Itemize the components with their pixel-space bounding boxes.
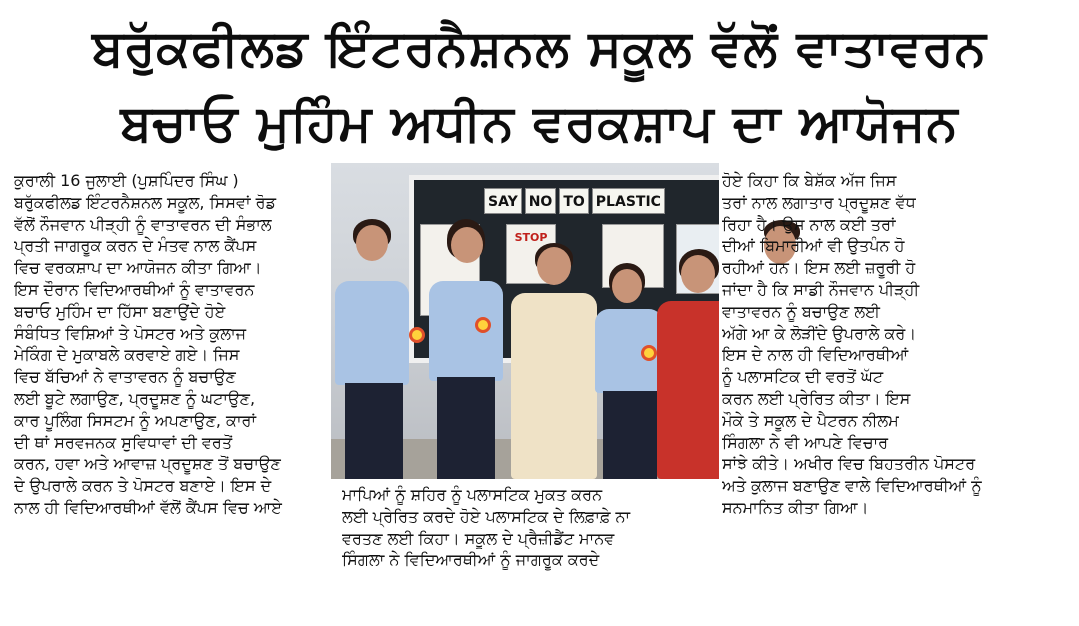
article-line: ਬਚਾਓ ਮੁਹਿੰਮ ਦਾ ਹਿੱਸਾ ਬਣਾਉਂਦੇ ਹੋਏ	[14, 301, 226, 321]
article-line: ਕਾਰ ਪੂਲਿੰਗ ਸਿਸਟਮ ਨੂੰ ਅਪਣਾਉਣ, ਕਾਰਾਂ	[14, 410, 256, 430]
article-line: ਅਤੇ ਕੁਲਾਜ ਬਣਾਉਣ ਵਾਲੇ ਵਿਦਿਆਰਥੀਆਂ ਨੂੰ	[722, 476, 982, 496]
article-line: ਪ੍ਰਤੀ ਜਾਗਰੂਕ ਕਰਨ ਦੇ ਮੰਤਵ ਨਾਲ ਕੈਂਪਸ	[14, 236, 257, 256]
headline-line-1: ਬਰੁੱਕਫੀਲਡ ਇੰਟਰਨੈਸ਼ਨਲ ਸਕੂਲ ਵੱਲੋਂ ਵਾਤਾਵਰਨ	[92, 19, 987, 77]
article-line: ਦੇ ਉਪਰਾਲੇ ਕਰਨ ਤੇ ਪੋਸਟਰ ਬਣਾਏ। ਇਸ ਦੇ	[14, 476, 272, 496]
teacher-2	[661, 249, 719, 479]
article-line: ਮੇਕਿੰਗ ਦੇ ਮੁਕਾਬਲੇ ਕਰਵਾਏ ਗਏ। ਜਿਸ	[14, 345, 240, 365]
article-line: ਰਿਹਾ ਹੈ। ਉਸ ਨਾਲ ਕਈ ਤਰਾਂ	[722, 214, 896, 234]
news-photo	[331, 163, 719, 479]
banner-word: NO	[525, 188, 557, 214]
article-line: ਸਾਂਝੇ ਕੀਤੇ। ਅਖੀਰ ਵਿਚ ਬਿਹਤਰੀਨ ਪੋਸਟਰ	[722, 454, 976, 474]
article-line: ਇਸ ਦੌਰਾਨ ਵਿਦਿਆਰਥੀਆਂ ਨੂੰ ਵਾਤਾਵਰਨ	[14, 279, 255, 299]
teacher-1	[509, 243, 593, 479]
article-line: ਕਰਨ, ਹਵਾ ਅਤੇ ਆਵਾਜ਼ ਪ੍ਰਦੂਸ਼ਣ ਤੋਂ ਬਚਾਉਣ	[14, 454, 281, 474]
article-line: ਵਾਤਾਵਰਨ ਨੂੰ ਬਚਾਉਣ ਲਈ	[722, 301, 880, 321]
article-line: ਸੰਬੰਧਿਤ ਵਿਸ਼ਿਆਂ ਤੇ ਪੋਸਟਰ ਅਤੇ ਕੁਲਾਜ	[14, 323, 247, 343]
article-line: ਵੱਲੋਂ ਨੌਜਵਾਨ ਪੀੜ੍ਹੀ ਨੂੰ ਵਾਤਾਵਰਨ ਦੀ ਸੰਭਾਲ	[14, 214, 272, 234]
article-line: ਸਿੰਗਲਾ ਨੇ ਵਿਦਿਆਰਥੀਆਂ ਨੂੰ ਜਾਗਰੂਕ ਕਰਦੇ	[342, 550, 600, 570]
article-line: ਲਈ ਬੂਟੇ ਲਗਾਉਣ, ਪ੍ਰਦੂਸ਼ਣ ਨੂੰ ਘਟਾਉਣ,	[14, 388, 256, 408]
banner-word: PLASTIC	[592, 188, 665, 214]
article-line: ਮਾਪਿਆਂ ਨੂੰ ਸ਼ਹਿਰ ਨੂੰ ਪਲਾਸਟਿਕ ਮੁਕਤ ਕਰਨ	[342, 485, 603, 504]
banner-word: TO	[559, 188, 588, 214]
article-line: ਨੂੰ ਪਲਾਸਟਿਕ ਦੀ ਵਰਤੋਂ ਘੱਟ	[722, 367, 884, 387]
banner-word: SAY	[484, 188, 522, 214]
headline-line-2: ਬਚਾਓ ਮੁਹਿੰਮ ਅਧੀਨ ਵਰਕਸ਼ਾਪ ਦਾ ਆਯੋਜਨ	[120, 94, 959, 152]
article-line: ਜਾਂਦਾ ਹੈ ਕਿ ਸਾਡੀ ਨੌਜਵਾਨ ਪੀੜ੍ਹੀ	[722, 279, 920, 299]
page-bottom-edge	[0, 614, 1079, 626]
article-column-2	[342, 484, 714, 571]
article-line: ਨਾਲ ਹੀ ਵਿਦਿਆਰਥੀਆਂ ਵੱਲੋਂ ਕੈਂਪਸ ਵਿਚ ਆਏ	[14, 497, 282, 517]
article-line: ਬਰੁੱਕਫੀਲਡ ਇੰਟਰਨੈਸ਼ਨਲ ਸਕੂਲ, ਸਿਸਵਾਂ ਰੋਡ	[14, 192, 276, 212]
student-2	[423, 219, 503, 479]
article-column-3	[722, 170, 1062, 519]
article-line: ਤਰਾਂ ਨਾਲ ਲਗਾਤਾਰ ਪ੍ਰਦੂਸ਼ਣ ਵੱਧ	[722, 192, 916, 212]
student-1	[331, 219, 401, 479]
article-line: ਕਰਨ ਲਈ ਪ੍ਰੇਰਿਤ ਕੀਤਾ। ਇਸ	[722, 388, 911, 408]
article-line: ਕੁਰਾਲੀ 16 ਜੁਲਾਈ (ਪੁਸ਼ਪਿੰਦਰ ਸਿੰਘ )	[14, 171, 239, 190]
clipped-previous-headline	[0, 0, 1079, 8]
article-line: ਦੀ ਥਾਂ ਸਰਵਜਨਕ ਸੁਵਿਧਾਵਾਂ ਦੀ ਵਰਤੋਂ	[14, 432, 233, 452]
article-line: ਵਰਤਣ ਲਈ ਕਿਹਾ। ਸਕੂਲ ਦੇ ਪ੍ਰੈਜ਼ੀਡੈਂਟ ਮਾਨਵ	[342, 528, 615, 548]
article-line: ਵਿਚ ਵਰਕਸ਼ਾਪ ਦਾ ਆਯੋਜਨ ਕੀਤਾ ਗਿਆ।	[14, 258, 262, 278]
article-line: ਹੋਏ ਕਿਹਾ ਕਿ ਬੇਸ਼ੱਕ ਅੱਜ ਜਿਸ	[722, 171, 897, 190]
article-line: ਸਨਮਾਨਿਤ ਕੀਤਾ ਗਿਆ।	[722, 497, 869, 517]
article-line: ਸਿੰਗਲਾ ਨੇ ਵੀ ਆਪਣੇ ਵਿਚਾਰ	[722, 432, 889, 452]
board-banner	[484, 188, 661, 214]
poster-stop-text: STOP	[514, 231, 548, 244]
article-column-1	[14, 170, 334, 519]
article-line: ਇਸ ਦੇ ਨਾਲ ਹੀ ਵਿਦਿਆਰਥੀਆਂ	[722, 345, 909, 365]
article-line: ਮੌਕੇ ਤੇ ਸਕੂਲ ਦੇ ਪੈਟਰਨ ਨੀਲਮ	[722, 410, 899, 430]
article-line: ਰਹੀਆਂ ਹਨ। ਇਸ ਲਈ ਜ਼ਰੂਰੀ ਹੋ	[722, 258, 916, 278]
article-line: ਲਈ ਪ੍ਰੇਰਿਤ ਕਰਦੇ ਹੋਏ ਪਲਾਸਟਿਕ ਦੇ ਲਿਫ਼ਾਫ਼ੇ ਨਾ	[342, 506, 631, 526]
article-line: ਅੱਗੇ ਆ ਕੇ ਲੋੜੀਂਦੇ ਉਪਰਾਲੇ ਕਰੇ।	[722, 323, 917, 343]
article-line: ਦੀਆਂ ਬਿਮਾਰੀਆਂ ਵੀ ਉਤਪੰਨ ਹੋ	[722, 236, 905, 256]
article-line: ਵਿਚ ਬੱਚਿਆਂ ਨੇ ਵਾਤਾਵਰਨ ਨੂੰ ਬਚਾਉਣ	[14, 367, 236, 387]
student-3	[595, 263, 665, 479]
